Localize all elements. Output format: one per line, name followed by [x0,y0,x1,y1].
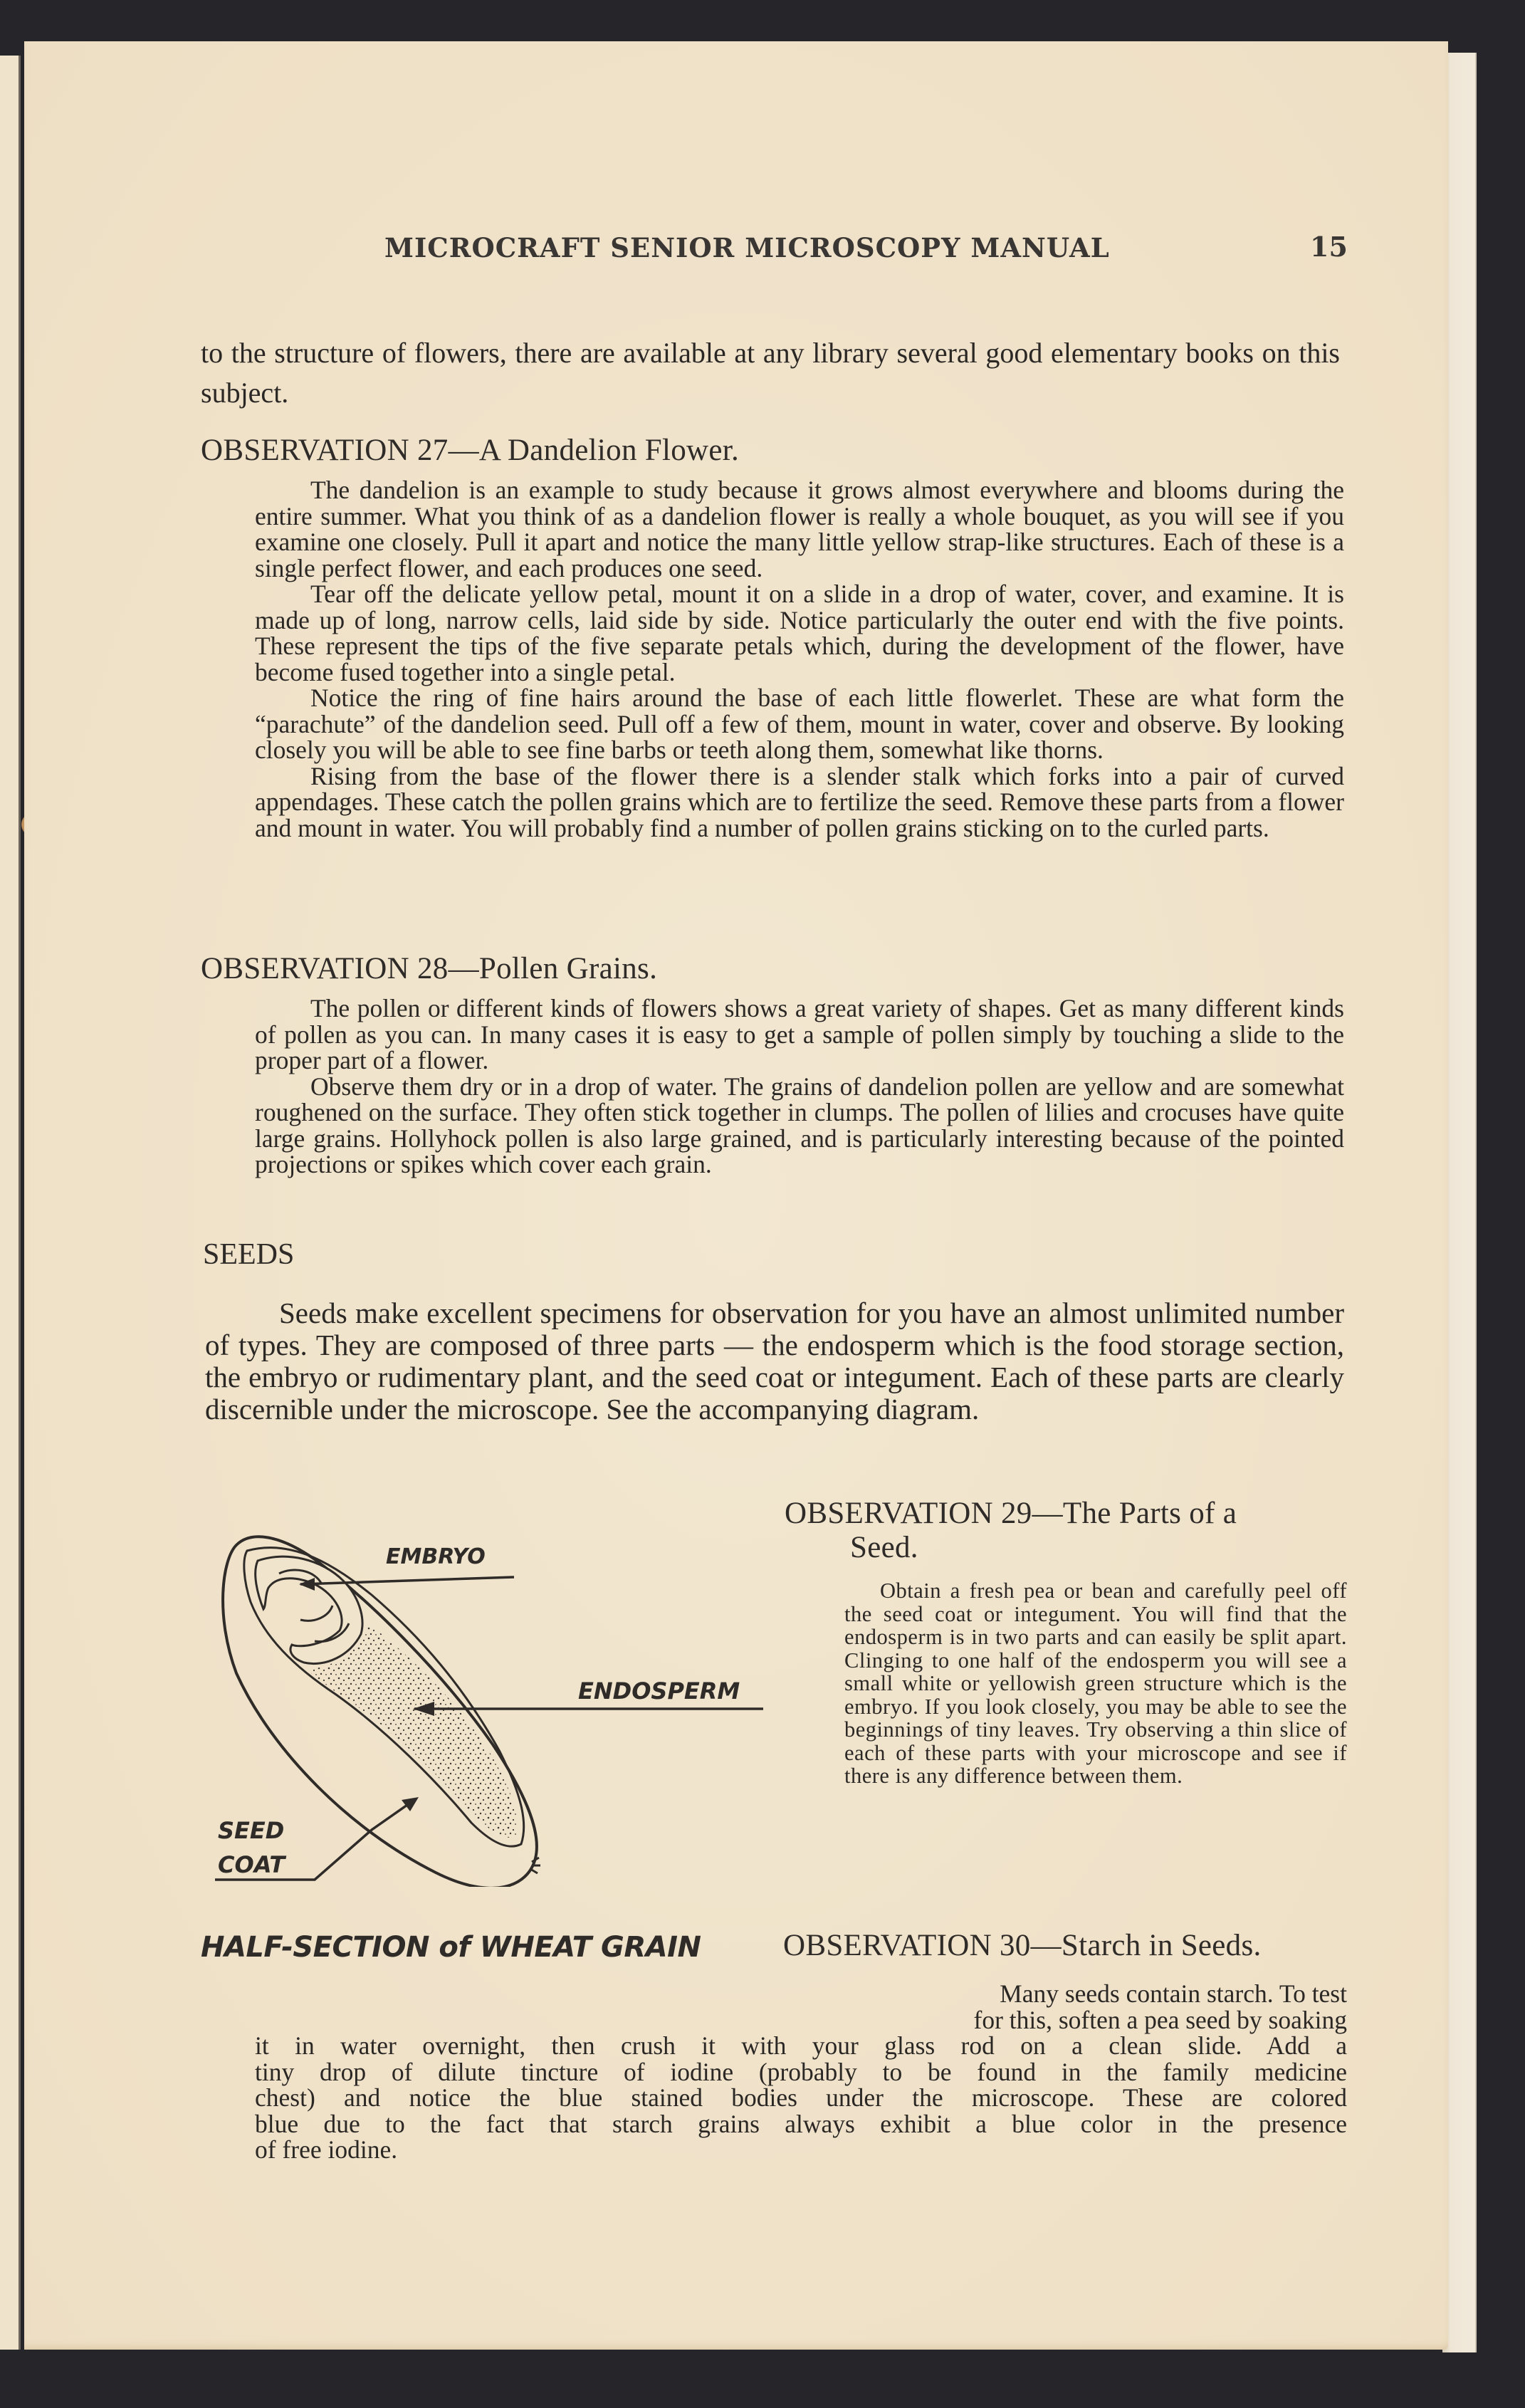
paragraph: Notice the ring of fine hairs around the base of each little flowerlet. These are what form the “parachute” of the dandelion seed. Pull off a few of them, mount in water, cover and observe. By looking closely you will be able to see fine barbs or teeth along them, somewhat like thorns. [255,684,1344,764]
diagram-caption: HALF-SECTION of WHEAT GRAIN [201,1931,701,1964]
lead-paragraph: to the structure of flowers, there are available at any library several good elementary books on this subject. [201,337,1340,409]
text-line: it in water overnight, then crush it with your glass rod on a clean slide. Add a [255,2031,1347,2060]
left-page-edge [0,56,21,2350]
seed-label-line2: COAT [218,1851,285,1878]
running-head-title: MICROCRAFT SENIOR MICROSCOPY MANUAL [384,232,1110,263]
observation-28-heading: OBSERVATION 28—Pollen Grains. [201,952,658,985]
observation-27-body [255,477,1344,841]
wheat-grain-illustration [208,1517,763,1887]
observation-29-heading [785,1497,1354,1565]
heading-line: Seed. [850,1531,918,1564]
wheat-grain-diagram [208,1517,763,1887]
page-number: 15 [1310,231,1348,263]
text-line: blue due to the fact that starch grains always exhibit a blue color in the presence [255,2109,1347,2138]
endosperm-label: ENDOSPERM [578,1677,740,1705]
paragraph: Seeds make excellent specimens for observation for you have an almost unlimited number of types. They are composed of three parts — the endosperm which is the food storage section, the embryo or rudimentary plant, and the seed coat or integument. Each of these parts are clearly discernible under the microscope. See the accompanying diagram. [205,1297,1344,1425]
observation-28-body [255,995,1344,1178]
paragraph: Obtain a fresh pea or bean and carefully peel off the seed coat or integument. You will find that the endosperm is in two parts and can easily be split apart. Clinging to one half of the endosperm you will see a small white or yellowish green structure which is the embryo. If you look closely, you may be able to see the beginnings of tiny leaves. Try observing a thin slice of each of these parts with your microscope and see if there is any difference between them. [844,1579,1347,1788]
observation-27-heading: OBSERVATION 27—A Dandelion Flower. [201,434,740,467]
text-line: chest) and notice the blue stained bodies under the microscope. These are colored [255,2083,1347,2112]
seeds-section-heading: SEEDS [203,1238,295,1271]
observation-29-body [844,1579,1347,1788]
paragraph: The pollen or different kinds of flowers shows a great variety of shapes. Get as many different kinds of pollen as you can. In many cases it is easy to get a sample of pollen simply by touching a slide to the proper part of a flower. [255,994,1344,1074]
observation-30-full-lines [255,2033,1347,2163]
embryo-label: EMBRYO [386,1544,486,1569]
seed-coat-arrowhead [402,1797,419,1811]
text-line: of free iodine. [255,2135,398,2164]
observation-30-heading: OBSERVATION 30—Starch in Seeds. [783,1929,1262,1962]
text-line: for this, soften a pea seed by soaking [973,2005,1347,2034]
seed-label-line1: SEED [218,1817,285,1844]
observation-30-indented-lines [847,1981,1347,2033]
paragraph: The dandelion is an example to study because it grows almost everywhere and blooms during the entire summer. What you think of as a dandelion flower is really a whole bouquet, as you will see if you examine one closely. Pull it apart and notice the many little yellow strap-like structures. Each of these is a single perfect flower, and each produces one seed. [255,476,1344,582]
text-line: tiny drop of dilute tincture of iodine (probably to be found in the family medicine [255,2057,1347,2086]
text-line: Many seeds contain starch. To test [1000,1979,1347,2008]
paragraph: Observe them dry or in a drop of water. The grains of dandelion pollen are yellow and are somewhat roughened on the surface. They often stick together in clumps. The pollen of lilies and crocuses have quite large grains. Hollyhock pollen is also large grained, and is particularly interesting because of the pointed projections or spikes which cover each grain. [255,1072,1344,1178]
seeds-intro [205,1297,1344,1425]
heading-line: OBSERVATION 29—The Parts of a [785,1497,1237,1530]
paragraph: Rising from the base of the flower there is a slender stalk which forks into a pair of curved appendages. These catch the pollen grains which are to fertilize the seed. Remove these parts from a flower and mount in water. You will probably find a number of pollen grains sticking on to the curled parts. [255,761,1344,842]
paragraph: Tear off the delicate yellow petal, mount it on a slide in a drop of water, cover, and examine. It is made up of long, narrow cells, laid side by side. Notice particularly the outer end with the five points. These represent the tips of the five separate petals which, during the development of the flower, have become fused together into a single petal. [255,580,1344,686]
